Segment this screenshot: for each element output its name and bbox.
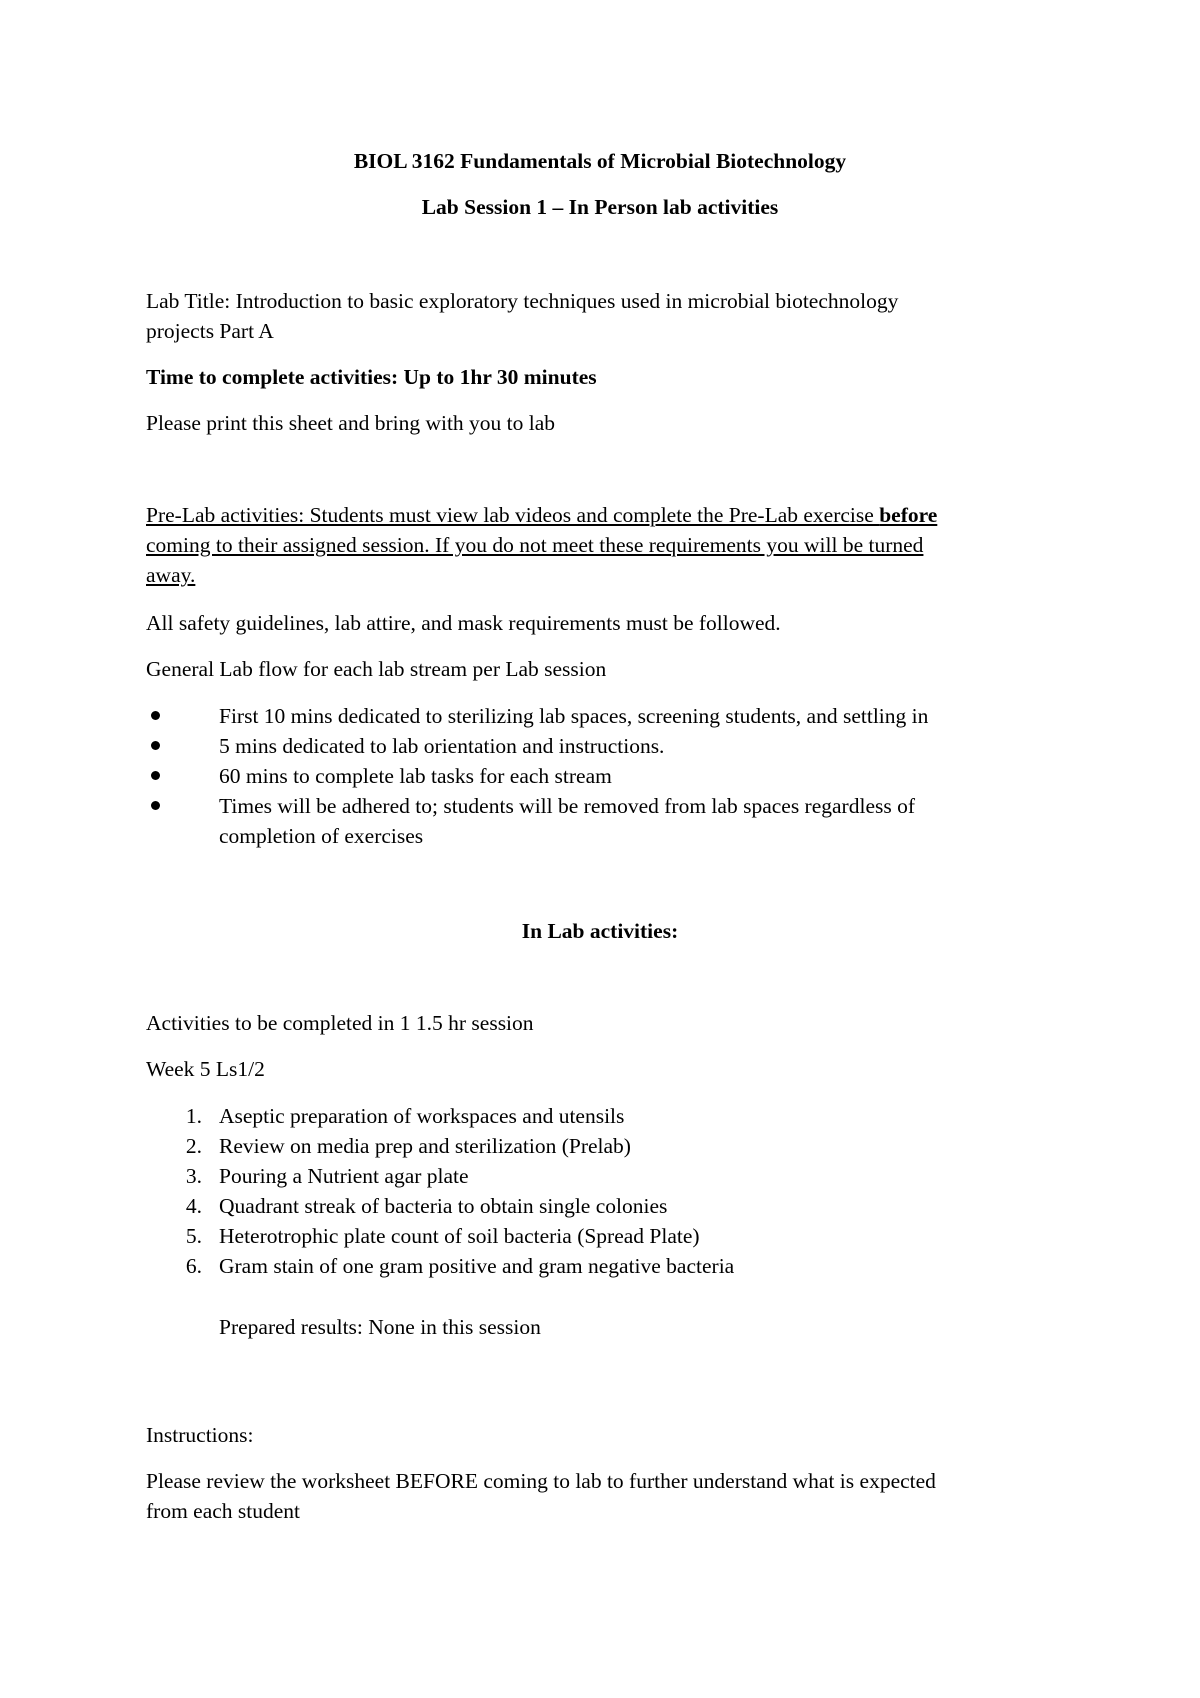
bullet-icon	[151, 771, 160, 780]
list-item-text: Times will be adhered to; students will be removed from lab spaces regardless of	[219, 794, 915, 818]
instructions-line-2: from each student	[146, 1499, 301, 1523]
list-item-text: Quadrant streak of bacteria to obtain single colonies	[219, 1194, 668, 1218]
list-number: 5.	[185, 1224, 202, 1248]
prelab-before: before	[879, 503, 938, 527]
lab-title-line-1: Lab Title: Introduction to basic exploratory techniques used in microbial biotechnology	[146, 289, 899, 313]
week-label: Week 5 Ls1/2	[146, 1057, 265, 1081]
course-title: BIOL 3162 Fundamentals of Microbial Biotechnology	[353, 149, 847, 173]
list-item-text: 60 mins to complete lab tasks for each stream	[219, 764, 612, 788]
lab-flow-heading: General Lab flow for each lab stream per Lab session	[146, 657, 607, 681]
list-number: 2.	[185, 1134, 202, 1158]
in-lab-heading: In Lab activities:	[521, 919, 679, 943]
prepared-results: Prepared results: None in this session	[219, 1315, 541, 1339]
print-note: Please print this sheet and bring with you to lab	[146, 411, 556, 435]
list-item-text-continued: completion of exercises	[219, 824, 424, 848]
instructions-heading: Instructions:	[146, 1423, 254, 1447]
list-item-text: Aseptic preparation of workspaces and utensils	[219, 1104, 625, 1128]
instructions-line-1: Please review the worksheet BEFORE coming to lab to further understand what is expected	[146, 1469, 936, 1493]
list-item-text: Pouring a Nutrient agar plate	[219, 1164, 469, 1188]
list-item-text: Heterotrophic plate count of soil bacteria (Spread Plate)	[219, 1224, 700, 1248]
list-item-text: 5 mins dedicated to lab orientation and instructions.	[219, 734, 665, 758]
prelab-line-3: away.	[146, 563, 196, 587]
list-item-text: First 10 mins dedicated to sterilizing lab spaces, screening students, and settling in	[219, 704, 929, 728]
session-title: Lab Session 1 – In Person lab activities	[421, 195, 779, 219]
bullet-icon	[151, 741, 160, 750]
list-number: 6.	[185, 1254, 202, 1278]
bullet-icon	[151, 711, 160, 720]
bullet-icon	[151, 801, 160, 810]
list-number: 3.	[185, 1164, 202, 1188]
prelab-text-a: Pre-Lab activities: Students must view lab videos and complete the Pre-Lab exercise	[146, 503, 880, 527]
list-item-text: Review on media prep and sterilization (Prelab)	[219, 1134, 631, 1158]
list-number: 4.	[185, 1194, 202, 1218]
list-number: 1.	[185, 1104, 202, 1128]
lab-title-line-2: projects Part A	[146, 319, 274, 343]
activities-note: Activities to be completed in 1 1.5 hr session	[146, 1011, 534, 1035]
time-to-complete: Time to complete activities: Up to 1hr 30 minutes	[146, 365, 597, 389]
prelab-line-1	[146, 500, 937, 530]
prelab-line-2: coming to their assigned session. If you do not meet these requirements you will be turned	[146, 533, 924, 557]
list-item-text: Gram stain of one gram positive and gram negative bacteria	[219, 1254, 735, 1278]
safety-note: All safety guidelines, lab attire, and mask requirements must be followed.	[146, 611, 781, 635]
